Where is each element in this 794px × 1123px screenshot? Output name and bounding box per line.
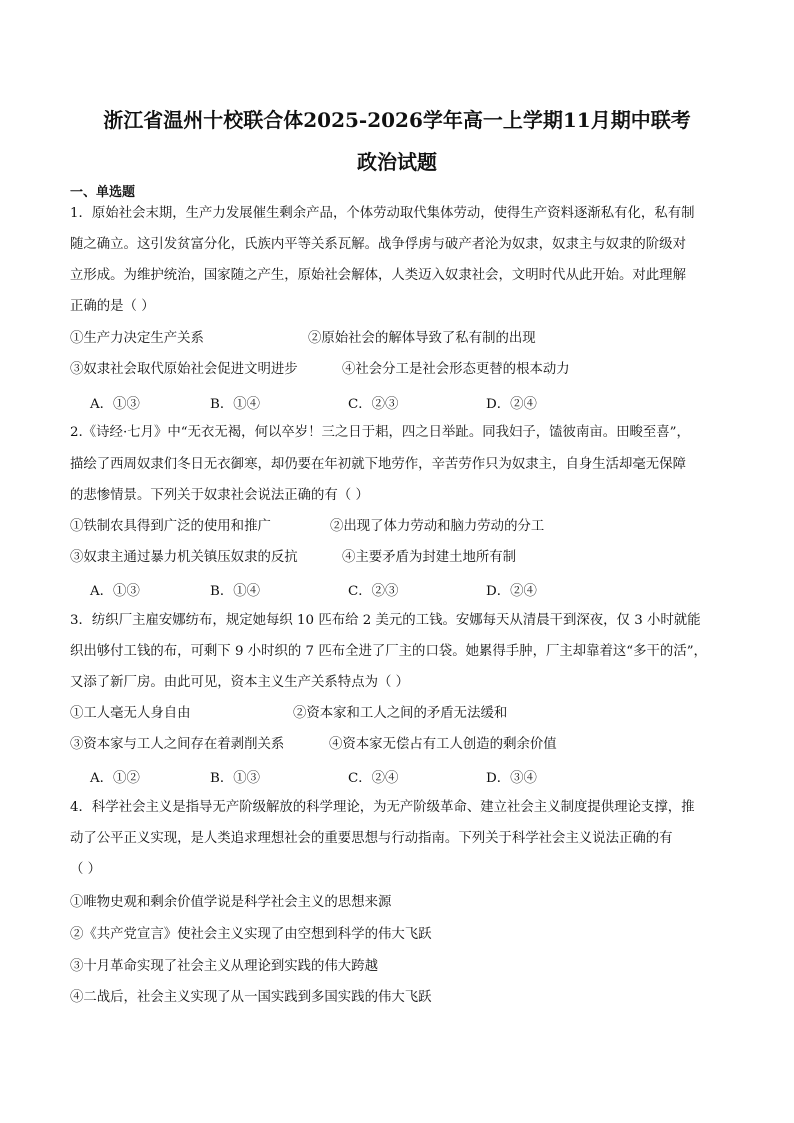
q2-stem-line-3: 的悲惨情景。下列关于奴隶社会说法正确的有（ ） (70, 488, 369, 503)
q1-stem-line-1: 1．原始社会末期，生产力发展催生剩余产品，个体劳动取代集体劳动，使得生产资料逐渐私有化，私有制 (70, 206, 695, 221)
q4-statement-4: ④二战后，社会主义实现了从一国实践到多国实践的伟大飞跃 (70, 990, 432, 1005)
q2-stem-line-1: 2.《诗经·七月》中“无衣无褐，何以卒岁！三之日于耜，四之日举趾。同我妇子，馌彼南亩。田畯至喜”， (70, 425, 690, 440)
q3-statement-2: ②资本家和工人之间的矛盾无法缓和 (293, 706, 508, 721)
q3-option-d[interactable]: D．③④ (486, 771, 537, 786)
q3-statement-3: ③资本家与工人之间存在着剥削关系 (70, 737, 285, 752)
q3-statement-4: ④资本家无偿占有工人创造的剩余价值 (329, 737, 557, 752)
q1-option-d[interactable]: D．②④ (486, 397, 537, 412)
q1-option-a[interactable]: A．①③ (90, 397, 140, 412)
q1-stem-line-2: 随之确立。这引发贫富分化，氏族内平等关系瓦解。战争俘虏与破产者沦为奴隶，奴隶主与奴隶的阶级对 (70, 237, 686, 252)
q1-option-b[interactable]: B．①④ (210, 397, 261, 412)
q1-statement-1: ①生产力决定生产关系 (70, 331, 204, 346)
q1-statement-2: ②原始社会的解体导致了私有制的出现 (308, 331, 536, 346)
q1-statement-3: ③奴隶社会取代原始社会促进文明进步 (70, 362, 298, 377)
q4-statement-2: ②《共产党宣言》使社会主义实现了由空想到科学的伟大飞跃 (70, 927, 432, 942)
q2-option-a[interactable]: A．①③ (90, 584, 140, 599)
exam-title: 浙江省温州十校联合体2025-2026学年高一上学期11月期中联考 (103, 108, 691, 132)
q1-option-c[interactable]: C．②③ (348, 397, 399, 412)
q3-statement-1: ①工人毫无人身自由 (70, 706, 191, 721)
q4-statement-1: ①唯物史观和剩余价值学说是科学社会主义的思想来源 (70, 895, 392, 910)
q4-stem-line-1: 4．科学社会主义是指导无产阶级解放的科学理论，为无产阶级革命、建立社会主义制度提供理论支撑，推 (70, 800, 695, 815)
q2-statement-1: ①铁制农具得到广泛的使用和推广 (70, 519, 271, 534)
q3-option-b[interactable]: B．①③ (210, 771, 261, 786)
q2-statement-3: ③奴隶主通过暴力机关镇压奴隶的反抗 (70, 550, 298, 565)
q2-option-b[interactable]: B．①④ (210, 584, 261, 599)
q4-stem-line-2: 动了公平正义实现，是人类追求理想社会的重要思想与行动指南。下列关于科学社会主义说法正确的有 (70, 831, 673, 846)
q2-statement-4: ④主要矛盾为封建土地所有制 (342, 550, 517, 565)
q3-option-c[interactable]: C．②④ (348, 771, 399, 786)
q3-stem-line-1: 3．纺织厂主雇安娜纺布，规定她每织 10 匹布给 2 美元的工钱。安娜每天从清晨干到深夜，仅 3 小时就能 (70, 613, 701, 628)
q4-stem-line-3: （ ） (70, 862, 102, 877)
q3-stem-line-2: 织出够付工钱的布，可剩下 9 小时织的 7 匹布全进了厂主的口袋。她累得手肿，厂主却靠着这“多干的活”， (70, 644, 707, 659)
q2-stem-line-2: 描绘了西周奴隶们冬日无衣御寒，却仍要在年初就下地劳作，辛苦劳作只为奴隶主，自身生活却毫无保障 (70, 457, 686, 472)
q4-statement-3: ③十月革命实现了社会主义从理论到实践的伟大跨越 (70, 959, 378, 974)
q1-stem-line-3: 立形成。为维护统治，国家随之产生，原始社会解体，人类迈入奴隶社会，文明时代从此开始。对此理解 (70, 268, 686, 283)
q2-option-c[interactable]: C．②③ (348, 584, 399, 599)
section-heading: 一、单选题 (70, 185, 136, 200)
exam-subtitle: 政治试题 (357, 150, 437, 174)
q2-option-d[interactable]: D．②④ (486, 584, 537, 599)
q1-stem-line-4: 正确的是（ ） (70, 299, 155, 314)
q3-stem-line-3: 又添了新厂房。由此可见，资本主义生产关系特点为（ ） (70, 675, 410, 690)
q2-statement-2: ②出现了体力劳动和脑力劳动的分工 (330, 519, 545, 534)
q1-statement-4: ④社会分工是社会形态更替的根本动力 (342, 362, 570, 377)
q3-option-a[interactable]: A．①② (90, 771, 140, 786)
